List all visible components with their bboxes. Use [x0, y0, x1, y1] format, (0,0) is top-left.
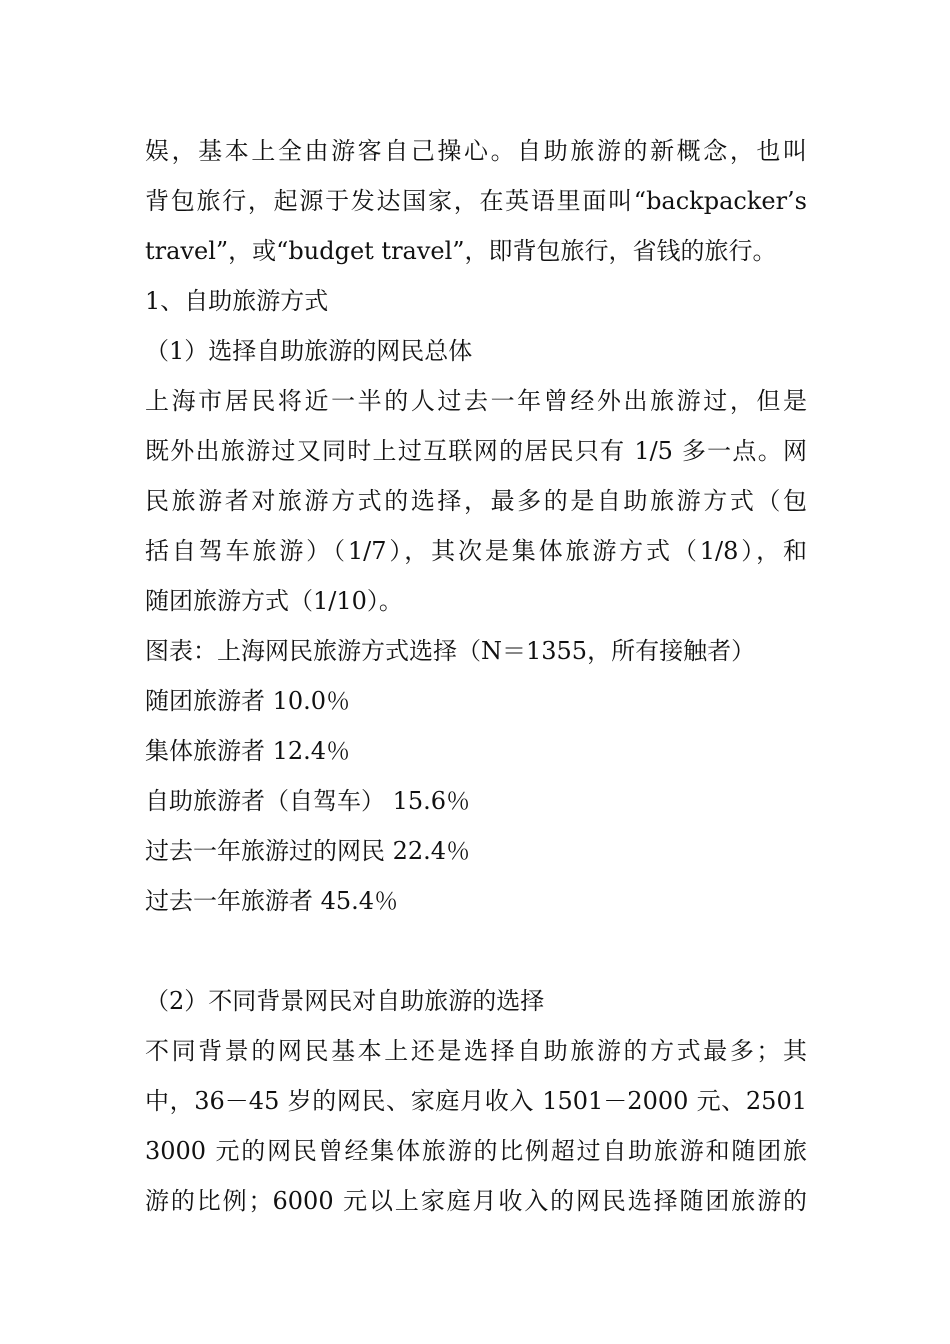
chart-item: 自助旅游者（自驾车） 15.6％	[145, 787, 471, 815]
paragraph-line: 中，36－45 岁的网民、家庭月收入 1501－2000 元、2501	[145, 1087, 807, 1115]
paragraph-line: 随团旅游方式（1/10）。	[145, 587, 403, 615]
paragraph-line: travel”，或“budget travel”，即背包旅行，省钱的旅行。	[145, 237, 777, 265]
chart-item: 过去一年旅游过的网民 22.4％	[145, 837, 471, 865]
paragraph-line: 民旅游者对旅游方式的选择，最多的是自助旅游方式（包	[145, 487, 807, 515]
paragraph-line: 娱，基本上全由游客自己操心。自助旅游的新概念，也叫	[145, 137, 807, 165]
paragraph-line: 背包旅行，起源于发达国家，在英语里面叫“backpacker’s	[145, 187, 807, 215]
chart-caption: 图表：上海网民旅游方式选择（N＝1355，所有接触者）	[145, 637, 756, 665]
paragraph-line: 3000 元的网民曾经集体旅游的比例超过自助旅游和随团旅	[145, 1137, 807, 1165]
paragraph-line: 游的比例；6000 元以上家庭月收入的网民选择随团旅游的	[145, 1187, 807, 1215]
chart-item: 过去一年旅游者 45.4％	[145, 887, 399, 915]
chart-item: 集体旅游者 12.4％	[145, 737, 351, 765]
subsection-heading: （2）不同背景网民对自助旅游的选择	[145, 987, 545, 1015]
document-body	[145, 126, 807, 1226]
subsection-heading: （1）选择自助旅游的网民总体	[145, 337, 473, 365]
paragraph-line: 上海市居民将近一半的人过去一年曾经外出旅游过，但是	[145, 387, 807, 415]
chart-item: 随团旅游者 10.0％	[145, 687, 351, 715]
paragraph-line: 既外出旅游过又同时上过互联网的居民只有 1/5 多一点。网	[145, 437, 807, 465]
paragraph-line: 不同背景的网民基本上还是选择自助旅游的方式最多；其	[145, 1037, 807, 1065]
paragraph-line: 括自驾车旅游）（1/7），其次是集体旅游方式（1/8），和	[145, 537, 807, 565]
section-heading: 1、自助旅游方式	[145, 287, 329, 315]
blank-line	[145, 926, 807, 976]
